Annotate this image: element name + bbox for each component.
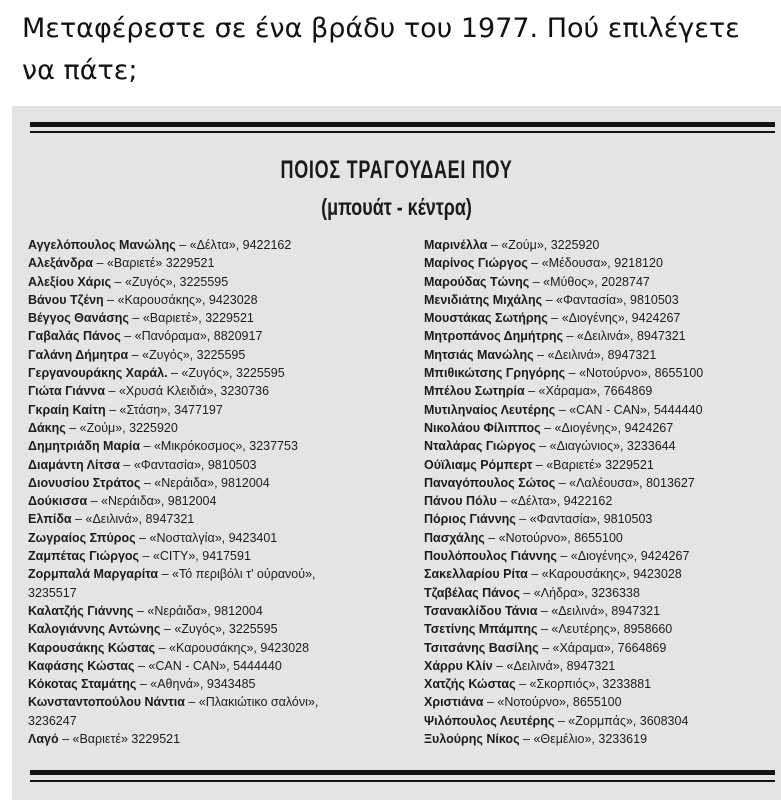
venue-phone: – «Διογένης», 9424267	[547, 311, 681, 326]
singer-name: Καφάσης Κώστας	[28, 658, 135, 673]
singer-name: Μουστάκας Σωτήρης	[424, 311, 548, 326]
singer-entry	[28, 620, 358, 638]
singer-entry	[28, 657, 358, 675]
venue-phone: – «Καρουσάκης», 9423028	[527, 567, 682, 582]
venue-phone: – «Αθηνά», 9343485	[136, 677, 256, 692]
venue-phone: – «Ζούμ», 3225920	[487, 238, 600, 252]
singer-entry	[28, 364, 358, 382]
venue-phone: – «Νεράιδα», 9812004	[133, 603, 263, 618]
singer-entry	[424, 693, 754, 711]
singer-entry	[424, 291, 754, 309]
venue-phone: – «CAN - CAN», 5444440	[555, 402, 703, 417]
singer-name: Γεργανουράκης Χαράλ.	[28, 366, 168, 381]
venue-phone: – «Χάραμα», 7664869	[524, 384, 653, 399]
singer-name: Τσετίνης Μπάμπης	[424, 622, 538, 637]
singer-name: Καρουσάκης Κώστας	[28, 640, 156, 655]
venue-phone: – «Δέλτα», 9422162	[496, 494, 613, 509]
singer-name: Πουλόπουλος Γιάννης	[424, 549, 557, 564]
singer-entry	[28, 492, 358, 510]
singer-entry	[424, 675, 754, 693]
singer-name: Ζωγραίος Σπύρος	[28, 530, 136, 545]
singer-name: Ζορμπαλά Μαργαρίτα	[28, 567, 159, 582]
singer-name: Ούϊλιαμς Ρόμπερτ	[424, 457, 533, 472]
singer-name: Μητροπάνος Δημήτρης	[424, 329, 564, 344]
singer-entry	[424, 254, 754, 272]
singer-name: Βέγγος Θανάσης	[28, 311, 129, 326]
singer-name: Μαρινέλλα	[424, 238, 488, 252]
singer-entry	[424, 639, 754, 657]
venue-phone: – «Λαλέουσα», 8013627	[555, 475, 695, 490]
singer-name: Κόκοτας Σταμάτης	[28, 677, 137, 692]
singer-entry	[28, 456, 358, 474]
venue-phone: – «Βαριετέ» 3229521	[92, 256, 215, 271]
venue-phone: – «Βαριετέ» 3229521	[58, 732, 181, 747]
venue-phone: – «Μικρόκοσμος», 3237753	[140, 439, 298, 454]
post-caption: Μεταφέρεστε σε ένα βράδυ του 1977. Πού επιλέγετε να πάτε;	[22, 13, 740, 86]
venue-phone: – «Φαντασία», 9810503	[119, 457, 257, 472]
singer-name: Καλατζής Γιάννης	[28, 603, 134, 618]
singer-name: Πόριος Γιάννης	[424, 512, 516, 527]
venue-phone: – «Νοτούρνο», 8655100	[483, 695, 622, 710]
singer-entry	[424, 309, 754, 327]
singer-entry	[28, 254, 358, 272]
singer-entry	[424, 712, 754, 730]
singer-entry	[28, 675, 358, 693]
venue-phone: – «Βαριετέ» 3229521	[532, 457, 654, 472]
top-rule-thick	[30, 122, 775, 127]
singer-name: Μαρούδας Τώνης	[424, 274, 530, 289]
venue-phone: – «CITY», 9417591	[139, 549, 251, 564]
venue-phone: – «Ζυγός», 3225595	[160, 622, 278, 637]
singer-name: Παναγόπουλος Σώτος	[424, 475, 556, 490]
singer-name: Γαλάνη Δήμητρα	[28, 347, 129, 362]
singer-entry	[424, 364, 754, 382]
venue-phone: – «Στάση», 3477197	[105, 402, 223, 417]
singer-name: Ζαμπέτας Γιώργος	[28, 549, 140, 564]
singer-name: Μπέλου Σωτηρία	[424, 384, 525, 399]
singer-name: Πάνου Πόλυ	[424, 494, 497, 509]
venue-phone: – «Σκορπιός», 3233881	[515, 677, 652, 692]
singer-name: Νικολάου Φίλιππος	[424, 420, 541, 435]
singer-name: Καλογιάννης Αντώνης	[28, 622, 161, 637]
venue-phone: – «Δειλινά», 8947321	[537, 603, 661, 618]
singer-name: Μενιδιάτης Μιχάλης	[424, 292, 543, 307]
singer-entry	[424, 382, 754, 400]
singer-entry	[28, 510, 358, 528]
singer-name: Τσανακλίδου Τάνια	[424, 603, 538, 618]
singer-name: Διαμάντη Λίτσα	[28, 457, 120, 472]
singer-entry	[28, 565, 358, 602]
venue-phone: – «Νοτούρνο», 8655100	[565, 366, 704, 381]
singer-name: Δημητριάδη Μαρία	[28, 439, 141, 454]
singer-entry	[424, 327, 754, 345]
singer-entry	[424, 510, 754, 528]
singer-name: Γαβαλάς Πάνος	[28, 329, 121, 344]
singer-name: Αγγελόπουλος Μανώλης	[28, 238, 176, 252]
singer-entry	[424, 273, 754, 291]
venue-phone: – «Ζυγός», 3225595	[167, 366, 285, 381]
singer-name: Αλεξάνδρα	[28, 256, 93, 271]
singer-name: Δούκισσα	[28, 494, 88, 509]
singer-name: Χατζής Κώστας	[424, 677, 516, 692]
venue-phone: – «Δέλτα», 9422162	[175, 238, 292, 252]
singer-entry	[424, 401, 754, 419]
singer-name: Μπιθικώτσης Γρηγόρης	[424, 366, 566, 381]
venue-phone: – «Διογένης», 9424267	[556, 549, 690, 564]
singer-entry	[424, 492, 754, 510]
singer-name: Αλεξίου Χάρις	[28, 274, 112, 289]
singer-entry	[424, 584, 754, 602]
venue-phone: – «Νεράιδα», 9812004	[140, 475, 270, 490]
venue-phone: – «CAN - CAN», 5444440	[134, 658, 282, 673]
clipping-subtitle: (μπουάτ - κέντρα)	[321, 194, 472, 220]
venue-phone: – «Νεράιδα», 9812004	[87, 494, 217, 509]
singer-entry	[424, 437, 754, 455]
singer-name: Λαγό	[28, 732, 59, 747]
bottom-rule-thick	[30, 770, 775, 775]
singer-entry	[424, 236, 754, 254]
singer-name: Γκραίη Καίτη	[28, 402, 106, 417]
venue-phone: – «Καρουσάκης», 9423028	[155, 640, 310, 655]
venue-phone: – «Ζυγός», 3225595	[128, 347, 246, 362]
singer-entry	[28, 401, 358, 419]
singer-name: Κωνσταντοπούλου Νάντια	[28, 695, 185, 710]
singer-entry	[424, 657, 754, 675]
venue-phone: – «Δειλινά», 8947321	[71, 512, 195, 527]
singer-entry	[424, 419, 754, 437]
newspaper-clipping	[12, 106, 781, 800]
venue-phone: – «Νοτούρνο», 8655100	[484, 530, 623, 545]
singer-entry	[28, 382, 358, 400]
singer-entry	[424, 602, 754, 620]
singer-entry	[424, 529, 754, 547]
singer-name: Τσιτσάνης Βασίλης	[424, 640, 539, 655]
venue-phone: – «Βαριετέ», 3229521	[128, 311, 254, 326]
venue-phone: – «Μέδουσα», 9218120	[527, 256, 663, 271]
venue-phone: – «Φαντασία», 9810503	[542, 292, 679, 307]
singer-entry	[28, 639, 358, 657]
singer-name: Τζαβέλας Πάνος	[424, 585, 520, 600]
singer-name: Ψιλόπουλος Λευτέρης	[424, 713, 555, 728]
right-column-list	[424, 236, 754, 748]
singer-name: Νταλάρας Γιώργος	[424, 439, 536, 454]
venue-phone: – «Χάραμα», 7664869	[538, 640, 667, 655]
singer-entry	[28, 309, 358, 327]
venue-phone: – «Διογένης», 9424267	[540, 420, 674, 435]
singer-entry	[28, 730, 358, 748]
singer-name: Βάνου Τζένη	[28, 292, 104, 307]
venue-phone: – «Πανόραμα», 8820917	[120, 329, 263, 344]
singer-name: Χριστιάνα	[424, 695, 484, 710]
singer-name: Σακελλαρίου Ρίτα	[424, 567, 528, 582]
venue-phone: – «Ζούμ», 3225920	[65, 420, 178, 435]
singer-entry	[424, 346, 754, 364]
venue-phone: – «Λευτέρης», 8958660	[537, 622, 673, 637]
venue-phone: – «Θεμέλιο», 3233619	[519, 732, 648, 747]
venue-phone: – «Δειλινά», 8947321	[563, 329, 686, 344]
singer-name: Μητσιάς Μανώλης	[424, 347, 534, 362]
venue-phone: – «Φαντασία», 9810503	[515, 512, 653, 527]
singer-name: Χάρρυ Κλίν	[424, 658, 493, 673]
singer-name: Μαρίνος Γιώργος	[424, 256, 528, 271]
venue-phone: – «Μύθος», 2028747	[529, 274, 650, 289]
singer-entry	[424, 547, 754, 565]
singer-entry	[424, 456, 754, 474]
singer-name: Διονυσίου Στράτος	[28, 475, 141, 490]
singer-entry	[28, 236, 358, 254]
venue-phone: – «Τό περιβόλι τ' ούρανού», 3235517	[28, 567, 316, 600]
singer-entry	[424, 620, 754, 638]
venue-phone: – «Διαγώνιος», 3233644	[535, 439, 676, 454]
top-rule-thin	[30, 131, 775, 133]
singer-name: Γιώτα Γιάννα	[28, 384, 106, 399]
singer-name: Μυτιληναίος Λευτέρης	[424, 402, 556, 417]
singer-entry	[28, 419, 358, 437]
singer-entry	[28, 474, 358, 492]
singer-entry	[28, 437, 358, 455]
singer-name: Πασχάλης	[424, 530, 485, 545]
singer-entry	[28, 327, 358, 345]
singer-entry	[424, 474, 754, 492]
venue-phone: – «Δειλινά», 8947321	[533, 347, 657, 362]
singer-entry	[28, 602, 358, 620]
singer-name: Ξυλούρης Νίκος	[424, 732, 520, 747]
singer-entry	[28, 547, 358, 565]
venue-phone: – «Λήδρα», 3236338	[519, 585, 640, 600]
venue-phone: – «Χρυσά Κλειδιά», 3230736	[105, 384, 270, 399]
singer-entry	[28, 273, 358, 291]
clipping-title: ΠΟΙΟΣ ΤΡΑΓΟΥΔΑΕΙ ΠΟΥ	[280, 156, 513, 184]
venue-phone: – «Καρουσάκης», 9423028	[103, 292, 258, 307]
singer-entry	[28, 529, 358, 547]
singer-entry	[28, 346, 358, 364]
venue-phone: – «Ζορμπάς», 3608304	[554, 713, 689, 728]
singer-name: Ελπίδα	[28, 512, 72, 527]
left-column-list	[28, 236, 358, 748]
bottom-rule-thin	[30, 780, 775, 782]
venue-phone: – «Πλακιώτικο σαλόνι», 3236247	[28, 695, 319, 728]
singer-entry	[424, 730, 754, 748]
singer-entry	[424, 565, 754, 583]
venue-phone: – «Δειλινά», 8947321	[492, 658, 616, 673]
singer-name: Δάκης	[28, 420, 66, 435]
venue-phone: – «Ζυγός», 3225595	[111, 274, 229, 289]
singer-entry	[28, 693, 358, 730]
singer-entry	[28, 291, 358, 309]
venue-phone: – «Νοσταλγία», 9423401	[135, 530, 278, 545]
